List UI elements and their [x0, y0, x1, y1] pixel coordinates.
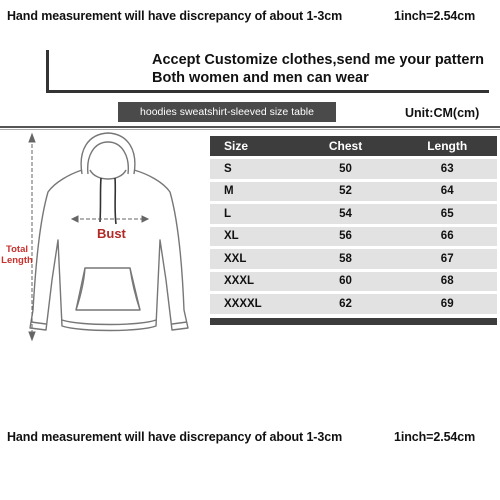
- length-cell: 64: [440, 185, 454, 198]
- header-chest: Chest: [328, 139, 363, 153]
- size-table: [210, 136, 497, 325]
- header-size: Size: [224, 139, 249, 153]
- inch-conversion: 1inch=2.54cm: [394, 9, 476, 23]
- chest-cell: 62: [339, 297, 352, 310]
- divider: [0, 126, 500, 128]
- chest-cell: 58: [339, 252, 352, 265]
- table-row: [210, 182, 497, 202]
- chest-cell: 52: [339, 185, 352, 198]
- table-row: [210, 159, 497, 179]
- table-row: [210, 272, 497, 292]
- length-cell: 68: [440, 275, 454, 288]
- bust-label: Bust: [97, 226, 126, 241]
- chest-cell: 60: [339, 275, 352, 288]
- table-row: [210, 227, 497, 247]
- chest-cell: 50: [339, 162, 352, 175]
- chest-cell: 56: [339, 230, 352, 243]
- banner-line-1: Accept Customize clothes,send me your pattern: [152, 52, 484, 68]
- size-cell: S: [224, 162, 232, 175]
- total-length-label: Total Length: [1, 244, 33, 266]
- unit-label: Unit:CM(cm): [405, 106, 480, 120]
- inch-conversion-bottom: 1inch=2.54cm: [394, 430, 476, 444]
- measurement-note: Hand measurement will have discrepancy of about 1-3cm: [7, 9, 343, 23]
- size-cell: XL: [224, 230, 239, 243]
- header-length: Length: [427, 139, 468, 153]
- size-cell: XXXXL: [224, 297, 262, 310]
- banner-line-2: Both women and men can wear: [152, 70, 369, 86]
- table-footer-bar: [210, 318, 497, 325]
- size-cell: M: [224, 185, 234, 198]
- table-header: [210, 136, 497, 156]
- size-cell: L: [224, 207, 232, 220]
- chest-cell: 54: [339, 207, 352, 220]
- size-table-title: hoodies sweatshirt-sleeved size table: [118, 102, 336, 122]
- length-cell: 65: [440, 207, 454, 220]
- size-cell: XXL: [224, 252, 247, 265]
- table-row: [210, 249, 497, 269]
- length-cell: 66: [440, 230, 454, 243]
- length-cell: 63: [440, 162, 454, 175]
- length-cell: 67: [440, 252, 454, 265]
- measurement-note-bottom: Hand measurement will have discrepancy of about 1-3cm: [7, 430, 343, 444]
- table-row: [210, 294, 497, 314]
- size-cell: XXXL: [224, 275, 255, 288]
- length-cell: 69: [440, 297, 454, 310]
- table-row: [210, 204, 497, 224]
